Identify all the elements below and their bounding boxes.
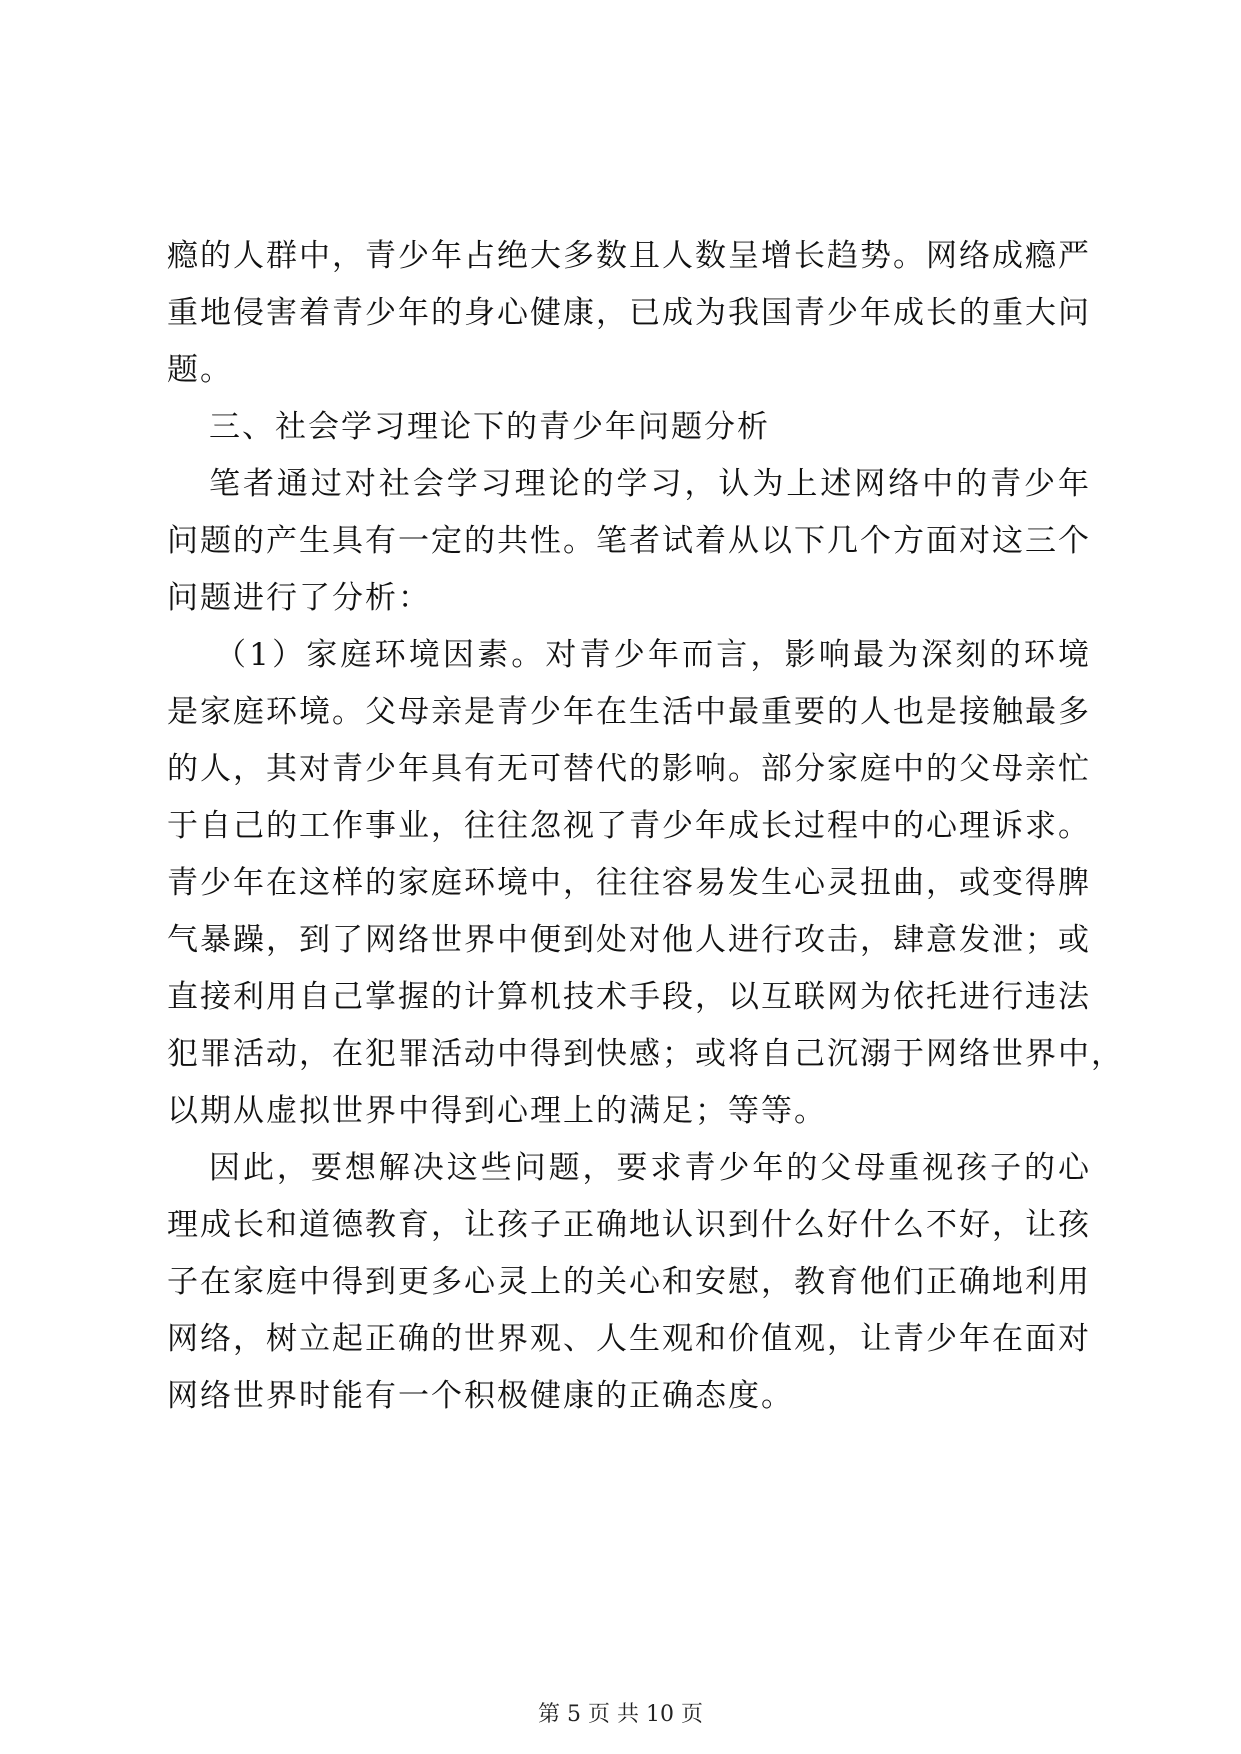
text-line-3: 题。	[167, 352, 233, 388]
text-line-18: 理成长和道德教育，让孩子正确地认识到什么好什么不好，让孩	[167, 1207, 1091, 1243]
section-heading: 三、社会学习理论下的青少年问题分析	[209, 409, 770, 445]
text-line-12: 青少年在这样的家庭环境中，往往容易发生心灵扭曲，或变得脾	[167, 865, 1091, 901]
text-line-11: 于自己的工作事业，往往忽视了青少年成长过程中的心理诉求。	[167, 808, 1091, 844]
text-line-20: 网络，树立起正确的世界观、人生观和价值观，让青少年在面对	[167, 1321, 1091, 1357]
text-line-5: 笔者通过对社会学习理论的学习，认为上述网络中的青少年	[209, 466, 1091, 502]
text-line-13: 气暴躁，到了网络世界中便到处对他人进行攻击，肆意发泄；或	[167, 922, 1091, 958]
text-line-19: 子在家庭中得到更多心灵上的关心和安慰，教育他们正确地利用	[167, 1264, 1091, 1300]
text-line-6: 问题的产生具有一定的共性。笔者试着从以下几个方面对这三个	[167, 523, 1091, 559]
page-footer: 第 5 页 共 10 页	[538, 1702, 703, 1727]
text-line-14: 直接利用自己掌握的计算机技术手段，以互联网为依托进行违法	[167, 979, 1091, 1015]
text-line-15: 犯罪活动，在犯罪活动中得到快感；或将自己沉溺于网络世界中，	[167, 1036, 1124, 1072]
text-line-16: 以期从虚拟世界中得到心理上的满足；等等。	[167, 1093, 827, 1129]
text-line-10: 的人，其对青少年具有无可替代的影响。部分家庭中的父母亲忙	[167, 751, 1091, 787]
text-line-8: （1）家庭环境因素。对青少年而言，影响最为深刻的环境	[215, 637, 1091, 673]
text-line-2: 重地侵害着青少年的身心健康，已成为我国青少年成长的重大问	[167, 295, 1091, 331]
text-line-9: 是家庭环境。父母亲是青少年在生活中最重要的人也是接触最多	[167, 694, 1091, 730]
text-line-7: 问题进行了分析：	[167, 580, 431, 616]
text-line-1: 瘾的人群中，青少年占绝大多数且人数呈增长趋势。网络成瘾严	[167, 238, 1091, 274]
text-line-17: 因此，要想解决这些问题，要求青少年的父母重视孩子的心	[209, 1150, 1091, 1186]
text-line-21: 网络世界时能有一个积极健康的正确态度。	[167, 1378, 794, 1414]
